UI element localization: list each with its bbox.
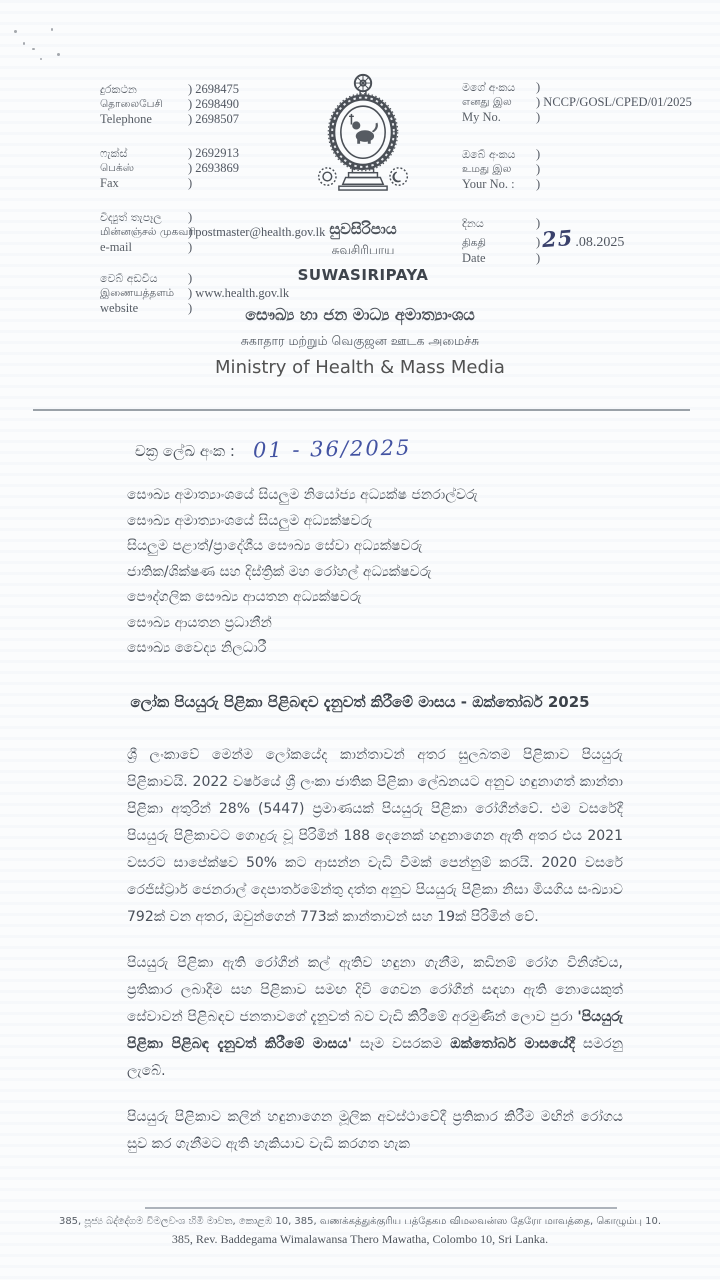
- paragraph-2-text: පියයුරු පිළිකා ඇති රෝගීන් කල් ඇතිව හඳුනා ගැනීම, කඩිනම් රෝග විනිශ්චය, ප්‍රතිකාර ලබාදීම සහ පිළිකාව සමඟ දිවි ගෙවන රෝගීන් සඳහා ඇති නොයෙකුත් සේවාවන් පිළිබඳව ජනතාවගේ දැනුවත් බව වැඩි කිරීමේ අරමුණින් ලොව පුරා: [127, 955, 623, 1025]
- website-url: ) www.health.gov.lk: [188, 286, 290, 300]
- fax-label-english: Fax: [100, 176, 119, 190]
- addressee-line: ජාතික/ශික්ෂණ සහ දිස්ත්‍රික් මහ රෝහල් අධ්‍යක්ෂවරු: [127, 563, 432, 580]
- your-no-group: [462, 147, 692, 192]
- handwritten-day: 25: [541, 224, 575, 253]
- paragraph-2-bold-awareness-month: 'පියයුරු පිළිකා පිළිබඳ දැනුවත් කිරීමේ මාසය': [127, 1009, 623, 1052]
- date-group: [462, 216, 692, 266]
- my-no-label-sinhala: මගේ අංකය: [462, 81, 516, 94]
- your-no-paren-2: ): [536, 162, 541, 176]
- your-no-paren-1: ): [536, 147, 541, 161]
- fax-label-sinhala: ෆැක්ස්: [100, 147, 128, 160]
- email-address: ) postmaster@health.gov.lk: [188, 225, 326, 239]
- your-no-paren-3: ): [536, 177, 541, 191]
- suwasiripaya-english: SUWASIRIPAYA: [297, 266, 429, 284]
- telephone-label-english: Telephone: [100, 112, 152, 126]
- your-no-label-english: Your No. :: [462, 177, 515, 191]
- addressee-line: පෞද්ගලික සෞඛ්‍ය ආයතන අධ්‍යක්ෂවරු: [127, 589, 362, 605]
- emblem-block: [278, 72, 448, 284]
- my-no-label-english: My No.: [462, 110, 501, 124]
- my-no-group: [462, 80, 692, 125]
- email-label-tamil: மின்னஞ்சல் முகவரி: [100, 226, 196, 238]
- footer-divider: [145, 1207, 617, 1209]
- website-paren-1: ): [188, 271, 193, 285]
- ministry-title-tamil: சுகாதார மற்றும் வெகுஜன ஊடக அமைச்சு: [240, 333, 480, 348]
- date-label-tamil: திகதி: [462, 237, 486, 249]
- scan-speckle: [32, 48, 35, 50]
- your-no-label-tamil: உமது இல: [462, 163, 512, 175]
- footer-address-english: 385, Rev. Baddegama Wimalawansa Thero Mawatha, Colombo 10, Sri Lanka.: [171, 1232, 549, 1246]
- website-paren-2: ): [188, 301, 193, 315]
- scan-speckle: [14, 30, 17, 33]
- subject-heading: ලෝක පියයුරු පිළිකා පිළිබඳව දැනුවත් කිරීමේ මාසය - ඔක්තෝබර් 2025: [130, 693, 590, 711]
- addressee-list: [127, 483, 478, 662]
- addressee-line: සෞඛ්‍ය අමාත්‍යාංශයේ සියලුම නියෝජ්‍ය අධ්‍යක්ෂ ජනරාල්වරු: [127, 487, 478, 503]
- fax-number-2: ) 2693869: [188, 161, 240, 175]
- ministry-title-sinhala: සෞඛ්‍ය හා ජන මාධ්‍ය අමාත්‍යාංශය: [245, 305, 475, 324]
- date-label-english: Date: [462, 251, 486, 265]
- ministry-title-block: [60, 305, 660, 378]
- scan-speckle: [51, 28, 53, 31]
- paragraph-1: ශ්‍රී ලංකාවේ මෙන්ම ලෝකයේද කාන්තාවන් අතර සුලබතම පිළිකාව පියයුරු පිළිකාවයි. 2022 වර්ෂයේ ශ්‍රී ලංකා ජාතික පිළිකා ලේඛනයට අනුව හඳුනාගත් කාන්තා පිළිකා අතුරින් 28% (5447) ප්‍රමාණයක් පියයුරු පිළිකා රෝගීන්වේ. එම වසරේදී පියයුරු පිළිකාවට ගොදුරු වූ පිරිමින් 188 දෙනෙක් හඳුනාගෙන ඇති අතර එය 2021 වසරට සාපේක්ෂව 50% කට ආසන්න වැඩි වීමක් පෙන්නුම් කරයි. 2020 වසරේ රෙජිස්ට්‍රාර් ජෙනරාල් දෙපාර්තමේන්තු දත්ත අනුව පියයුරු පිළිකා නිසා මියගිය සංඛ්‍යාව 792ක් වන අතර, ඔවුන්ගෙන් 773ක් කාන්තාවන් සහ 19ක් පිරිමින් වේ.: [127, 747, 623, 925]
- addressee-line: සෞඛ්‍ය වෛද්‍ය නිලධාරී: [127, 640, 267, 656]
- paragraph-2: [127, 950, 623, 1085]
- my-no-paren-1: ): [536, 80, 541, 94]
- paragraph-2-text: සමරනු ලැබේ.: [127, 1036, 623, 1079]
- scan-speckle: [57, 53, 60, 56]
- footer-address-sinhala-tamil: 385, පූජ්‍ය බද්දේගම විමලවංශ හිමි මාවත, කොළඹ 10, 385, வணக்கத்துக்குரிய பத்தேகம விமலவன்ஸ தேரோ மாவத்தை, கொழும்பு 10.: [58, 1216, 662, 1227]
- addressee-line: සියලුම පළාත්/ප්‍රාදේශීය සෞඛ්‍ය සේවා අධ්‍යක්ෂවරු: [127, 538, 423, 554]
- email-label-english: e-mail: [100, 240, 132, 254]
- paragraph-2-text: සෑම වසරකම: [351, 1036, 451, 1052]
- telephone-label-sinhala: දුරකථන: [100, 83, 137, 96]
- my-no-paren-2: ): [536, 110, 541, 124]
- reference-block: [462, 80, 692, 285]
- paragraph-3: පියයුරු පිළිකාව කලින් හඳුනාගෙන මූලික අවස්ථාවේදී ප්‍රතිකාර කිරීම මඟින් රෝගය සුව කර ගැනීමට ඇති හැකියාව වැඩි කරගත හැක: [127, 1109, 623, 1152]
- date-paren-3: ): [536, 251, 541, 265]
- email-paren-2: ): [188, 240, 193, 254]
- website-label-sinhala: වෙබ් අඩවිය: [100, 272, 158, 285]
- date-value: .08.2025: [575, 235, 625, 250]
- ministry-title-english: Ministry of Health & Mass Media: [215, 357, 505, 378]
- letter-body: [127, 742, 623, 1177]
- addressee-line: සෞඛ්‍ය අමාත්‍යාංශයේ සියලුම අධ්‍යක්ෂවරු: [127, 512, 373, 529]
- telephone-number-2: ) 2698490: [188, 97, 240, 111]
- date-paren-1: ): [536, 216, 541, 230]
- header-divider: [33, 409, 690, 411]
- circular-number-label: චක්‍ර ලේඛ අංක :: [135, 442, 235, 460]
- email-paren-1: ): [188, 210, 193, 224]
- website-label-tamil: இணையத்தளம்: [100, 287, 175, 299]
- paragraph-2-bold-october: ඔක්තෝබර් මාසයේදී: [450, 1036, 575, 1052]
- fax-paren: ): [188, 176, 193, 190]
- fax-number-1: ) 2692913: [188, 146, 240, 160]
- your-no-label-sinhala: ඔබේ අංකය: [462, 148, 516, 161]
- fax-label-tamil: பெக்ஸ்: [100, 162, 134, 174]
- telephone-label-tamil: தொலைபேசி: [100, 98, 163, 110]
- telephone-number-3: ) 2698507: [188, 112, 240, 126]
- my-no-label-tamil: எனது இல: [462, 96, 512, 108]
- scan-speckle: [23, 42, 25, 45]
- website-label-english: website: [100, 301, 139, 315]
- suwasiripaya-sinhala: සුවසිරිපාය: [329, 220, 397, 238]
- sri-lanka-emblem-icon: [310, 72, 416, 204]
- my-no-value: ) NCCP/GOSL/CPED/01/2025: [536, 95, 692, 109]
- telephone-number-1: ) 2698475: [188, 82, 240, 96]
- circular-number-line: [135, 437, 411, 461]
- email-label-sinhala: විද්‍යුත් තැපෑල: [100, 211, 162, 224]
- addressee-line: සෞඛ්‍ය ආයතන ප්‍රධානීන්: [127, 614, 272, 631]
- date-paren-2: ): [536, 235, 541, 249]
- scan-speckle: [40, 58, 42, 60]
- suwasiripaya-tamil: சுவசிரிபாய: [331, 243, 395, 257]
- circular-number-handwritten: 01 - 36/2025: [252, 435, 412, 463]
- date-label-sinhala: දිනය: [462, 217, 484, 230]
